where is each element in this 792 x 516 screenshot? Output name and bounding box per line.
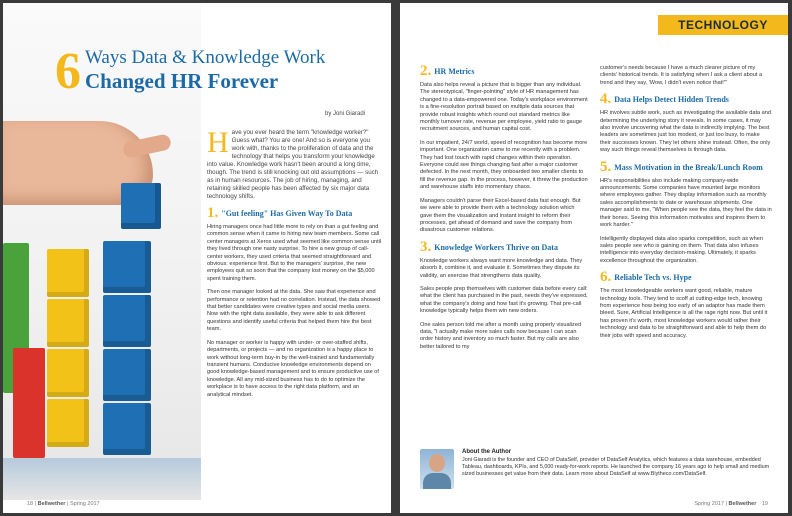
section-5-title: Mass Motivation in the Break/Lunch Room [614,162,763,172]
author-photo [420,449,454,489]
right-page-number: 19 [761,501,768,507]
blue-cube-1 [103,241,151,293]
blue-cube-3 [103,349,151,401]
section-2-paragraph-1: Data also helps reveal a picture that is bigger than any individual. The stereotypical, "finger-pointing" style of HR management has changed to a data-empowered one. Today's workplace environment is a fine-resolution portrait based on multiple data sources that provide robust insights which round out standard metrics like monthly turnover rate, revenue per employee, yield ratio to gauge recruitment sources, and human capital cost. [420,82,588,133]
title-line-2: Changed HR Forever [85,69,279,93]
section-1-paragraph-2: Then one manager looked at the data. She saw that experience and performance or retention had no correlation. Instead, the data showed that better candidates were creative types and social media users. Now with the right data available, they were able to ask different questions and identify useful criteria that helped them hire the best team. [207,289,381,333]
section-2-paragraph-2: In our impatient, 24/7 world, speed of recognition has become more important. One organization came to me recently with a problem. They had lost touch with rapid changes within their operation. Everyone could see things changing fast after a major customer defected. In the next month, they onboarded two smaller clients to fill the revenue gap. In the process, however, it threw the production and warehouse staffs into momentary chaos. [420,139,588,191]
section-6-title: Reliable Tech vs. Hype [614,273,692,283]
column-2-continuation: customer's needs because I have a much clearer picture of my clients' historical trends. It is satisfying when I ask a client about a trend and they say, 'Wow, I didn't even notice that!'" [600,65,763,86]
left-magazine-name: Bellwether [37,501,66,507]
section-2-paragraph-3: Managers couldn't parse their Excel-based data fast enough. But we were able to provide them with a technology solution which gave them the visualization and instant insight to reform their processes, get ahead of demand and save the company from disastrous customer relations. [420,197,581,234]
section-1-paragraph-1: Hiring managers once had little more to rely on than a gut feeling and common sense when it came to hiring new team members. Some call center managers at Xerox used what seemed like common sense until they lived through one nasty surprise. To hire a new group of call-center workers, they used criteria that seemed straightforward and obvious: experience first. But to the managers' surprise, the new employees quit so soon that the company lost money on the $5,000 spent training them. [207,224,382,282]
section-1-paragraph-3: No manager or worker is happy with under- or over-staffed shifts, departments, or projects — and no organization is a happy place to work without long-term buy-in by the well-trained and fundamentally transient humans. Conducive knowledge environments depend on good knowledge-based management and to ensure productive use of knowledge. All any mid-sized business has to do to optimize the workplace is to have access to the right data platform, and an analytical mindset. [207,339,379,398]
section-5-heading [600,158,772,175]
title-line-1: Ways Data & Knowledge Work [85,47,326,68]
left-page [3,3,391,513]
blue-cube-2 [103,295,151,347]
intro-paragraph: Have you ever heard the term "knowledge worker?" Guess what? You are one! And so is everyone you work with, thanks to the proliferation of data and the technology that helps you transform your knowledge into value. Knowledge work hasn't been around a long time, though. The trend is still knocking out old assumptions — such as in human resources. The job of hiring, managing, and retaining skilled people has been affected by six major data technology shifts. [207,126,379,200]
section-6-paragraph-1: The most knowledgeable workers want good, reliable, mature technology tools. They tend to scoff at cutting-edge tech, knowing from experience how being too early of an adaptor has made them bleed. Sure, Artificial Intelligence is all the rage right now. But until it has proven it's worth, most knowledge workers would rather their technology and data to be straightforward and able to help them do their jobs with speed and accuracy. [600,288,768,339]
article-title [55,43,385,100]
section-banner: TECHNOLOGY [658,15,788,35]
byline: by Joni Giaradi [325,111,366,117]
author-box [420,449,774,489]
section-4-heading [600,93,772,106]
section-2-number: 2. [420,63,432,79]
right-issue: Spring 2017 [694,501,725,507]
section-3-title: Knowledge Workers Thrive on Data [434,242,558,252]
right-magazine-name: Bellwether [728,501,757,507]
yellow-cube-1 [47,249,89,297]
left-text-column [207,126,383,405]
section-5-number: 5. [600,158,612,175]
yellow-cube-4 [47,399,89,447]
section-3-paragraph-2: Sales people prep themselves with customer data before every call: what the client has purchased in the past, needs they've expressed, what the company's doing and how fast it's growing. That pre-call knowledge typically helps them win new orders. [420,285,588,315]
left-folio: 18 | Bellwether | Spring 2017 [27,501,100,507]
section-6-heading [600,271,772,284]
section-2-heading [420,65,588,78]
section-3-number: 3. [420,238,432,255]
section-4-title: Data Helps Detect Hidden Trends [614,95,729,105]
right-folio: Spring 2017 | Bellwether 19 [694,501,768,507]
held-blue-cube [121,183,161,229]
right-page [400,3,788,513]
section-3-heading [420,238,588,255]
section-5-paragraph-1: HR's responsibilities also include making company-wide announcements. Some companies have mounted large monitors where employees gather. They display information such as monthly sales accomplishments to date or warehouse shipments. One manager said to me, "When people see the data, they feel the data in their bones. Seeing this information motivates and inspires them to work harder." [600,177,772,229]
section-4-paragraph-1: HR involves subtle work, such as investigating the available data and determining the underlying story it reveals. In some cases, it may also involve uncovering what the data is indirectly implying. The best leaders are sometimes just too modest, or just too busy, to make their successes known. They let others shine instead. Often, the only way such things reveal themselves is through data. [600,110,772,154]
left-issue: Spring 2017 [69,501,100,507]
title-number: 6 [55,43,81,100]
section-2-title: HR Metrics [434,67,475,76]
intro-dropcap: H [207,126,229,159]
left-page-number: 18 [27,501,34,507]
section-1-number: 1. [207,205,219,221]
section-4-number: 4. [600,91,612,108]
section-5-paragraph-2: Intelligently displayed data also sparks competition, such as when sales people see who is gaining on them. That data also infuses intelligence into everyday decision-making. Ultimately, it sparks excellence throughout the organization. [600,235,763,264]
yellow-cube-2 [47,299,89,347]
section-1-heading [207,207,383,220]
section-3-paragraph-1: Knowledge workers always want more knowledge and data. They absorb it, combine it, and evaluate it. Sometimes they dispute its validity, an exercise that strengthens data quality. [420,257,583,279]
blue-cube-4 [103,403,151,455]
right-column-2 [600,65,772,346]
yellow-cube-3 [47,349,89,397]
red-cube-stack [13,348,45,458]
section-1-title: "Gut feeling" Has Given Way To Data [221,209,353,218]
about-author-text: Joni Giaradi is the founder and CEO of DataSelf, provider of DataSelf Analytics, which features a data warehouse, embedded Tableau, dashboards, KPIs, and 5,000 ready-for-work reports. He launched the company 16 years ago to help small and medium sized businesses get value from their data. Learn more about DataSelf at www.Blytheco.com/DataSelf. [462,457,770,477]
section-6-number: 6. [600,269,612,286]
right-column-1 [420,65,588,357]
about-author-heading: About the Author [462,449,512,455]
section-3-paragraph-3: One sales person told me after a month using properly visualized data, "I actually make more sales calls now because I can scan order history and inventory so much faster. But my calls are also better tailored to my [420,321,582,350]
